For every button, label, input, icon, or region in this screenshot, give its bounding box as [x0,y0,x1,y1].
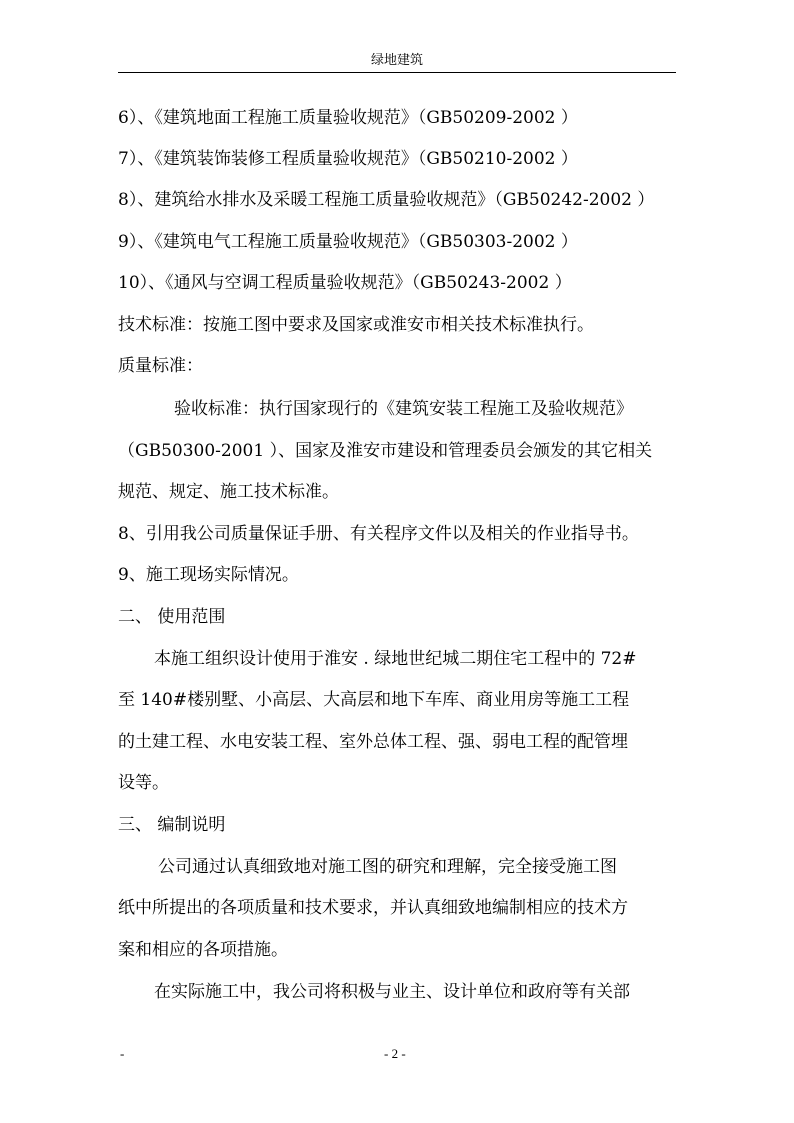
footer-left-mark: - [120,1046,125,1061]
body-line-9: （GB50300-2001 ）、国家及淮安市建设和管理委员会颁发的其它相关 [118,441,653,461]
body-line-8: 验收标准：执行国家现行的《建筑安装工程施工及验收规范》 [174,399,633,419]
body-line-15: 至 140#楼别墅、小高层、大高层和地下车库、商业用房等施工工程 [118,690,630,710]
body-line-4: 9）、《建筑电气工程施工质量验收规范》（GB50303-2002 ） [118,232,578,252]
body-line-10: 规范、规定、施工技术标准。 [118,482,339,502]
body-line-12: 9、施工现场实际情况。 [118,565,299,585]
body-line-19: 公司通过认真细致地对施工图的研究和理解，完全接受施工图 [158,857,617,877]
body-line-5: 10）、《通风与空调工程质量验收规范》（GB50243-2002 ） [118,273,572,293]
body-line-17: 设等。 [118,773,169,793]
body-line-6: 技术标准：按施工图中要求及国家或淮安市相关技术标准执行。 [118,315,594,335]
body-line-22: 在实际施工中，我公司将积极与业主、设计单位和政府等有关部 [154,982,630,1002]
body-line-11: 8、引用我公司质量保证手册、有关程序文件以及相关的作业指导书。 [118,524,639,544]
page-header-title: 绿地建筑 [370,53,423,68]
body-line-14: 本施工组织设计使用于淮安 . 绿地世纪城二期住宅工程中的 72# [154,649,637,669]
body-line-21: 案和相应的各项措施。 [118,940,288,960]
body-line-3: 8）、建筑给水排水及采暖工程施工质量验收规范》（GB50242-2002 ） [118,190,655,210]
section-heading-3: 三、 编制说明 [118,815,226,835]
body-line-1: 6）、《建筑地面工程施工质量验收规范》（GB50209-2002 ） [118,108,578,128]
body-line-16: 的土建工程、水电安装工程、室外总体工程、强、弱电工程的配管埋 [118,732,628,752]
section-heading-2: 二、 使用范围 [118,607,226,627]
body-line-7: 质量标准： [118,356,203,376]
header-divider [118,72,676,73]
body-line-2: 7）、《建筑装饰装修工程质量验收规范》（GB50210-2002 ） [118,149,578,169]
body-line-20: 纸中所提出的各项质量和技术要求，并认真细致地编制相应的技术方 [118,898,628,918]
footer-page-number: - 2 - [384,1046,406,1061]
